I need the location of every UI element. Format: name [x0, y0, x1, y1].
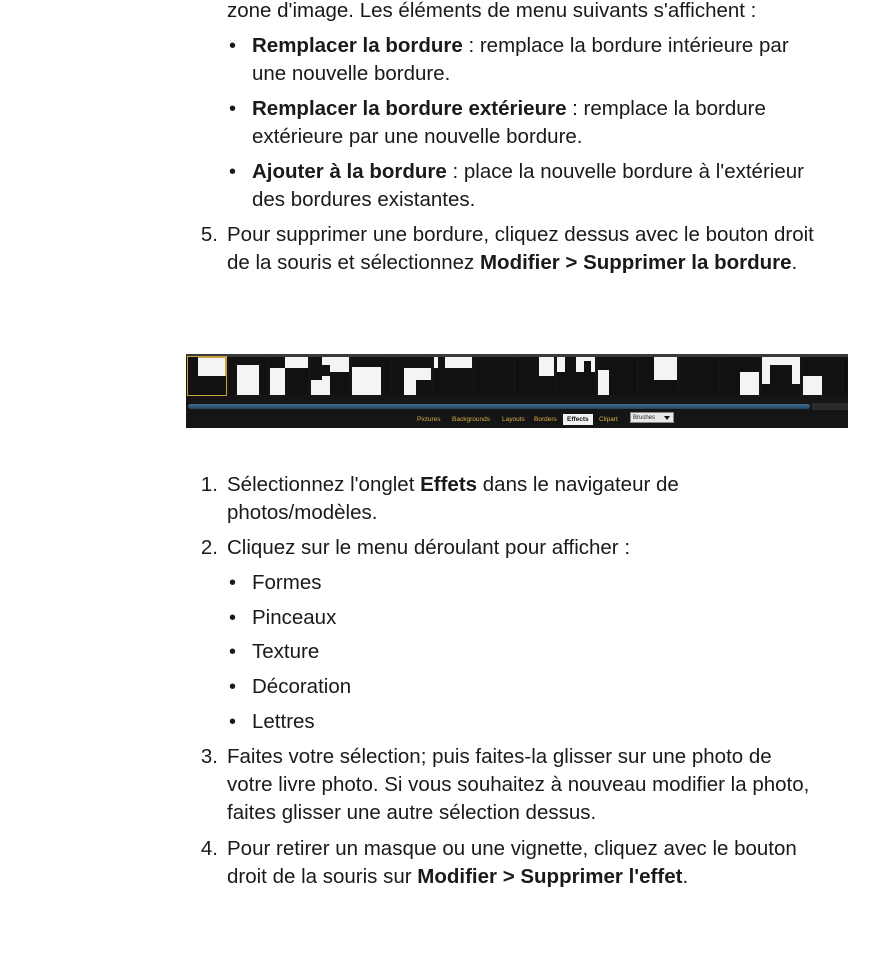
effect-thumbnail[interactable] — [598, 357, 636, 395]
bullet-term: Ajouter à la bordure — [252, 160, 447, 183]
tab-borders[interactable]: Borders — [534, 416, 557, 423]
mask-shape — [188, 357, 198, 395]
photo-template-browser — [186, 354, 848, 428]
menu-path: Modifier > Supprimer la bordure — [479, 251, 792, 274]
option-pinceaux: Pinceaux — [252, 606, 337, 629]
bullet-dot: • — [229, 161, 237, 183]
mask-shape — [803, 357, 841, 376]
mask-shape — [598, 357, 636, 370]
effect-thumbnail[interactable] — [844, 357, 848, 395]
mask-shape — [516, 357, 539, 395]
mask-shape — [259, 357, 267, 395]
bullet-dot: • — [229, 572, 237, 594]
step-number: 3. — [200, 745, 218, 768]
effect-thumbnail[interactable] — [475, 357, 513, 395]
mask-shape — [654, 380, 677, 395]
bullet-continuation: extérieure par une nouvelle bordure. — [252, 125, 583, 148]
effect-thumbnail[interactable] — [557, 357, 595, 395]
step-number: 5. — [200, 223, 218, 246]
option-decoration: Décoration — [252, 675, 352, 698]
option-formes: Formes — [252, 571, 322, 594]
step-text: Sélectionnez l'onglet — [227, 473, 421, 496]
bullet-continuation: une nouvelle bordure. — [252, 62, 451, 85]
mask-shape — [680, 357, 718, 395]
effect-thumbnail[interactable] — [434, 357, 472, 395]
browser-tabs — [186, 412, 848, 428]
mask-shape — [557, 372, 595, 395]
mask-shape — [639, 357, 654, 395]
intro-line: zone d'image. Les éléments de menu suivants s'affichent : — [227, 0, 757, 22]
effect-thumbnail[interactable] — [762, 357, 800, 395]
mask-shape — [721, 357, 740, 395]
chevron-down-icon — [664, 416, 670, 420]
tab-effects[interactable]: Effects — [563, 414, 593, 425]
effect-thumbnail[interactable] — [188, 357, 226, 395]
mask-shape — [285, 368, 308, 395]
mask-shape — [740, 357, 759, 372]
mask-shape — [844, 357, 848, 395]
bullet-desc: : remplace la bordure intérieure par — [462, 34, 789, 57]
scrollbar-track-end — [812, 403, 848, 410]
option-lettres: Lettres — [252, 710, 315, 733]
effect-thumbnail[interactable] — [311, 357, 349, 395]
bullet-term: Remplacer la bordure extérieure — [252, 97, 567, 120]
mask-shape — [416, 380, 431, 395]
bullet-item — [252, 96, 766, 122]
bullet-dot: • — [229, 676, 237, 698]
mask-shape — [539, 376, 554, 395]
bullet-desc: : remplace la bordure — [566, 97, 766, 120]
bullet-dot: • — [229, 607, 237, 629]
browser-scrollbar[interactable] — [188, 404, 810, 409]
menu-path: Modifier > Supprimer l'effet — [417, 865, 683, 888]
effect-thumbnails — [188, 357, 848, 397]
step-3-line-1: Faites votre sélection; puis faites-la glisser sur une photo de — [227, 745, 772, 768]
mask-shape — [584, 361, 592, 372]
step-1-line-2: photos/modèles. — [227, 501, 378, 524]
step-text: de la souris et sélectionnez — [227, 251, 480, 274]
mask-shape — [393, 357, 404, 395]
bullet-item — [252, 159, 804, 185]
mask-shape — [609, 370, 636, 395]
step-5-line-1: Pour supprimer une bordure, cliquez dessus avec le bouton droit — [227, 223, 814, 246]
effect-thumbnail[interactable] — [721, 357, 759, 395]
mask-shape — [270, 357, 285, 368]
step-3-line-2: votre livre photo. Si vous souhaitez à nouveau modifier la photo, — [227, 773, 810, 796]
mask-shape — [330, 372, 349, 395]
mask-shape — [822, 376, 841, 395]
step-4-line-2 — [227, 864, 688, 890]
bullet-dot: • — [229, 641, 237, 663]
mask-shape — [229, 357, 237, 395]
dropdown-selected-value: Brushes — [633, 415, 656, 421]
step-2-text: Cliquez sur le menu déroulant pour afficher : — [227, 536, 631, 559]
step-3-line-3: faites glisser une autre sélection dessus. — [227, 801, 597, 824]
bullet-term: Remplacer la bordure — [252, 34, 463, 57]
step-number: 2. — [200, 536, 218, 559]
step-4-line-1: Pour retirer un masque ou une vignette, cliquez avec le bouton — [227, 837, 797, 860]
step-text: droit de la souris sur — [227, 865, 418, 888]
tab-layouts[interactable]: Layouts — [502, 416, 525, 423]
tab-pictures[interactable]: Pictures — [417, 416, 441, 423]
mask-shape — [475, 357, 513, 395]
mask-shape — [762, 384, 800, 395]
option-texture: Texture — [252, 640, 320, 663]
mask-shape — [319, 365, 330, 376]
bullet-dot: • — [229, 35, 237, 57]
mask-shape — [434, 368, 472, 395]
mask-shape — [565, 357, 576, 372]
tab-backgrounds[interactable]: Backgrounds — [452, 416, 490, 423]
tab-name: Effets — [420, 473, 478, 496]
step-text: . — [791, 251, 798, 274]
tab-clipart[interactable]: Clipart — [599, 416, 618, 423]
bullet-dot: • — [229, 98, 237, 120]
step-1-line-1 — [227, 472, 679, 498]
effect-thumbnail[interactable] — [803, 357, 841, 395]
step-number: 4. — [200, 837, 218, 860]
bullet-dot: • — [229, 711, 237, 733]
bullet-desc: : place la nouvelle bordure à l'extérieur — [446, 160, 804, 183]
bullet-item — [252, 33, 789, 59]
mask-shape — [381, 357, 391, 395]
step-text: dans le navigateur de — [477, 473, 679, 496]
effect-thumbnail[interactable] — [516, 357, 554, 395]
effects-dropdown[interactable] — [630, 412, 674, 423]
effect-thumbnail[interactable] — [680, 357, 718, 395]
effect-thumbnail[interactable] — [229, 357, 267, 395]
effect-thumbnail[interactable] — [639, 357, 677, 395]
effect-thumbnail[interactable] — [270, 357, 308, 395]
mask-shape — [438, 357, 446, 368]
step-5-line-2 — [227, 250, 797, 276]
step-text: . — [682, 865, 689, 888]
effect-thumbnail[interactable] — [393, 357, 431, 395]
step-number: 1. — [200, 473, 218, 496]
effect-thumbnail[interactable] — [352, 357, 390, 395]
bullet-continuation: des bordures existantes. — [252, 188, 476, 211]
